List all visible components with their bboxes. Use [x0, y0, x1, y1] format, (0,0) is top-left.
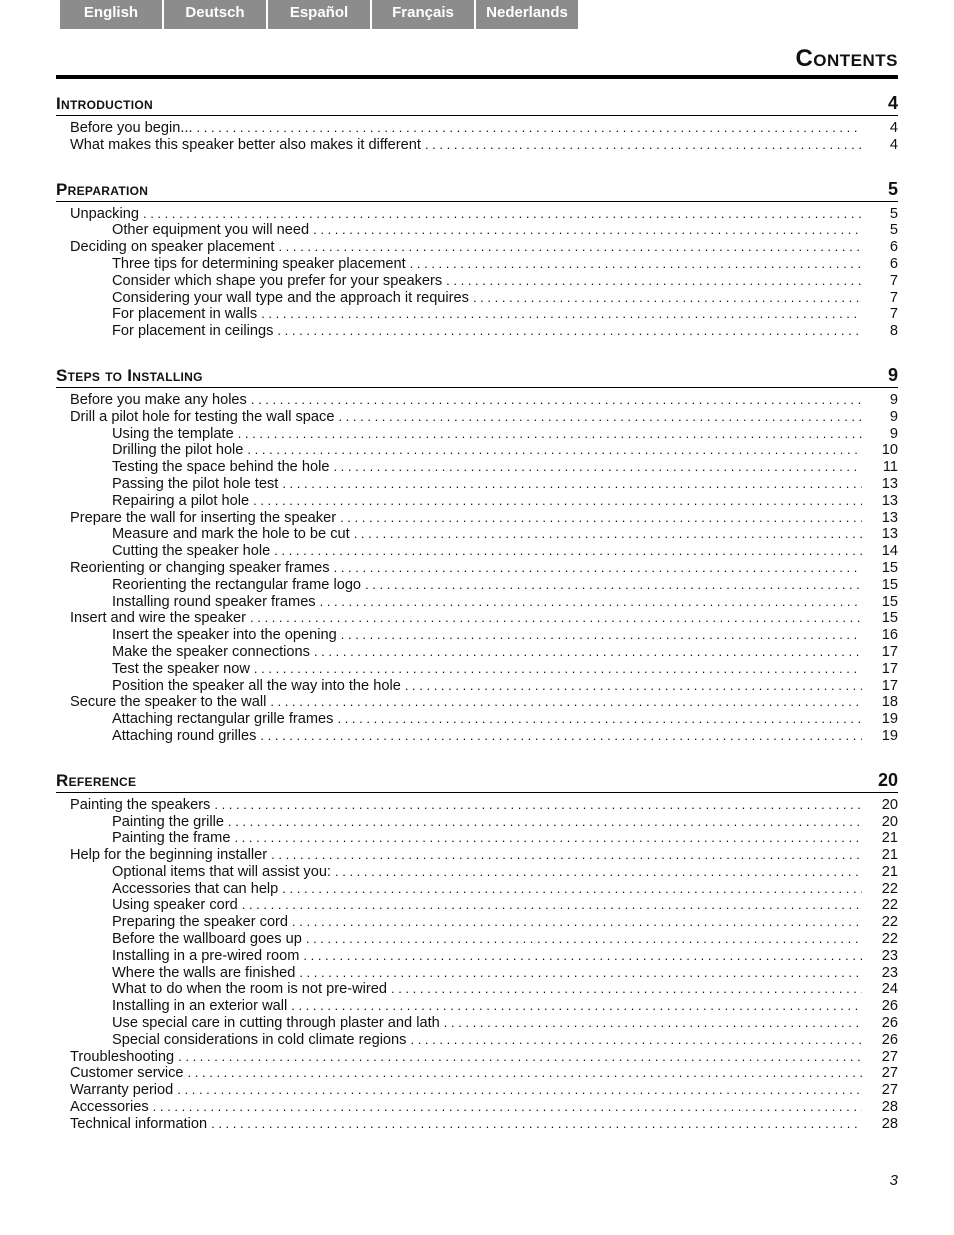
- toc-entry[interactable]: [56, 661, 898, 678]
- dot-leader: [446, 273, 862, 290]
- toc-entry[interactable]: [56, 510, 898, 527]
- toc-entry[interactable]: [56, 998, 898, 1015]
- entry-list: [56, 202, 898, 340]
- toc-entry[interactable]: [56, 830, 898, 847]
- entry-title: Make the speaker connections: [112, 643, 310, 660]
- entry-page-number: 27: [881, 1082, 898, 1099]
- toc-entry[interactable]: [56, 694, 898, 711]
- page-title: Contents: [795, 45, 898, 72]
- tab-deutsch[interactable]: Deutsch: [164, 0, 266, 29]
- entry-title: Accessories: [70, 1099, 149, 1116]
- toc-entry[interactable]: [56, 392, 898, 409]
- entry-title: Before you make any holes: [70, 391, 247, 408]
- dot-leader: [254, 661, 862, 678]
- dot-leader: [143, 206, 862, 223]
- entry-title: Other equipment you will need: [112, 222, 310, 239]
- entry-title: Repairing a pilot hole: [112, 492, 250, 509]
- entry-page-number: 22: [881, 914, 898, 931]
- dot-leader: [365, 577, 862, 594]
- entry-title: Technical information: [70, 1115, 208, 1132]
- entry-page-number: 5: [889, 205, 898, 222]
- toc-entry[interactable]: [56, 931, 898, 948]
- entry-title: Customer service: [70, 1065, 184, 1082]
- entry-page-number: 4: [889, 136, 898, 153]
- section-page-number[interactable]: 20: [877, 769, 898, 790]
- section-heading: [56, 769, 898, 793]
- toc-section: [56, 178, 898, 340]
- toc-entry[interactable]: [56, 914, 898, 931]
- section-title[interactable]: Introduction: [56, 94, 153, 113]
- toc-entry[interactable]: [56, 1099, 898, 1116]
- toc-entry[interactable]: [56, 814, 898, 831]
- toc-entry[interactable]: [56, 610, 898, 627]
- entry-page-number: 23: [881, 964, 898, 981]
- dot-leader: [270, 694, 862, 711]
- toc-entry[interactable]: [56, 864, 898, 881]
- entry-title: Using speaker cord: [112, 897, 238, 914]
- entry-page-number: 13: [881, 492, 898, 509]
- entry-title: What makes this speaker better also makes it different: [70, 136, 421, 153]
- section-page-number[interactable]: 5: [887, 178, 898, 199]
- entry-title: Installing round speaker frames: [112, 593, 316, 610]
- dot-leader: [334, 560, 862, 577]
- entry-title: Before you begin...: [70, 120, 193, 136]
- dot-leader: [247, 442, 862, 459]
- section-title[interactable]: Reference: [56, 770, 137, 790]
- dot-leader: [306, 931, 862, 948]
- dot-leader: [211, 1116, 862, 1133]
- entry-title: For placement in walls: [112, 306, 258, 323]
- entry-title: Passing the pilot hole test: [112, 475, 279, 492]
- toc-section: [56, 769, 898, 1133]
- dot-leader: [282, 881, 862, 898]
- entry-page-number: 15: [881, 593, 898, 610]
- language-tabs: [60, 0, 580, 29]
- entry-page-number: 22: [881, 897, 898, 914]
- entry-title: Attaching round grilles: [112, 727, 257, 744]
- entry-page-number: 4: [889, 120, 898, 136]
- toc-entry[interactable]: [56, 627, 898, 644]
- entry-title: Troubleshooting: [70, 1048, 175, 1065]
- dot-leader: [320, 594, 862, 611]
- dot-leader: [277, 323, 862, 340]
- dot-leader: [228, 814, 862, 831]
- entry-title: Measure and mark the hole to be cut: [112, 526, 350, 543]
- entry-page-number: 26: [881, 998, 898, 1015]
- entry-page-number: 13: [881, 509, 898, 526]
- tab-nederlands[interactable]: Nederlands: [476, 0, 578, 29]
- toc-entry[interactable]: [56, 1065, 898, 1082]
- dot-leader: [410, 1032, 862, 1049]
- dot-leader: [338, 409, 862, 426]
- toc-entry[interactable]: [56, 290, 898, 307]
- dot-leader: [341, 627, 862, 644]
- toc-section: [56, 364, 898, 745]
- entry-page-number: 6: [889, 255, 898, 272]
- dot-leader: [354, 526, 862, 543]
- entry-title: Drilling the pilot hole: [112, 442, 244, 459]
- entry-list: [56, 388, 898, 745]
- entry-title: Painting the speakers: [70, 796, 211, 813]
- entry-title: Painting the frame: [112, 830, 231, 847]
- entry-page-number: 26: [881, 1031, 898, 1048]
- entry-title: Secure the speaker to the wall: [70, 694, 267, 711]
- entry-title: Before the wallboard goes up: [112, 931, 302, 948]
- dot-leader: [178, 1049, 862, 1066]
- toc-section: [56, 92, 898, 154]
- entry-page-number: 17: [881, 643, 898, 660]
- toc-entry[interactable]: [56, 476, 898, 493]
- entry-title: What to do when the room is not pre-wired: [112, 981, 387, 998]
- entry-page-number: 27: [881, 1065, 898, 1082]
- entry-list: [56, 116, 898, 154]
- entry-page-number: 22: [881, 931, 898, 948]
- dot-leader: [214, 797, 862, 814]
- tab-espanol[interactable]: Español: [268, 0, 370, 29]
- dot-leader: [278, 239, 862, 256]
- dot-leader: [260, 728, 862, 745]
- entry-page-number: 26: [881, 1015, 898, 1032]
- entry-title: Deciding on speaker placement: [70, 239, 275, 256]
- entry-list: [56, 793, 898, 1133]
- toc-entry[interactable]: [56, 881, 898, 898]
- toc-entry[interactable]: [56, 847, 898, 864]
- entry-title: Considering your wall type and the approach it requires: [112, 289, 469, 306]
- toc-entry[interactable]: [56, 1082, 898, 1099]
- entry-page-number: 28: [881, 1099, 898, 1116]
- entry-page-number: 15: [881, 559, 898, 576]
- entry-page-number: 15: [881, 610, 898, 627]
- dot-leader: [234, 830, 862, 847]
- dot-leader: [271, 847, 862, 864]
- entry-title: Reorienting or changing speaker frames: [70, 559, 330, 576]
- section-title[interactable]: Steps to Installing: [56, 365, 203, 385]
- toc-entry[interactable]: [56, 493, 898, 510]
- dot-leader: [340, 510, 862, 527]
- toc-entry[interactable]: [56, 273, 898, 290]
- toc-entry[interactable]: [56, 1049, 898, 1066]
- entry-page-number: 8: [889, 323, 898, 340]
- entry-page-number: 7: [889, 272, 898, 289]
- entry-title: Attaching rectangular grille frames: [112, 711, 334, 728]
- section-heading: [56, 178, 898, 202]
- entry-title: Accessories that can help: [112, 880, 279, 897]
- dot-leader: [299, 965, 862, 982]
- table-of-contents: [56, 92, 898, 1157]
- entry-title: Drill a pilot hole for testing the wall space: [70, 408, 335, 425]
- toc-entry[interactable]: [56, 239, 898, 256]
- toc-entry[interactable]: [56, 728, 898, 745]
- entry-title: Testing the space behind the hole: [112, 459, 330, 476]
- entry-page-number: 5: [889, 222, 898, 239]
- dot-leader: [250, 610, 862, 627]
- toc-entry[interactable]: [56, 526, 898, 543]
- entry-page-number: 13: [881, 526, 898, 543]
- entry-title: Painting the grille: [112, 813, 224, 830]
- entry-page-number: 21: [881, 863, 898, 880]
- entry-title: Optional items that will assist you:: [112, 863, 331, 880]
- entry-title: For placement in ceilings: [112, 323, 274, 340]
- entry-page-number: 23: [881, 947, 898, 964]
- section-title[interactable]: Preparation: [56, 179, 149, 199]
- toc-entry[interactable]: [56, 897, 898, 914]
- toc-entry[interactable]: [56, 459, 898, 476]
- section-page-number[interactable]: 9: [887, 364, 898, 385]
- toc-entry[interactable]: [56, 137, 898, 154]
- entry-title: Unpacking: [70, 205, 139, 222]
- entry-page-number: 21: [881, 830, 898, 847]
- entry-page-number: 13: [881, 475, 898, 492]
- toc-entry[interactable]: [56, 594, 898, 611]
- entry-title: Installing in an exterior wall: [112, 998, 288, 1015]
- entry-page-number: 21: [881, 847, 898, 864]
- dot-leader: [291, 998, 862, 1015]
- section-heading: [56, 364, 898, 388]
- entry-page-number: 17: [881, 660, 898, 677]
- dot-leader: [333, 459, 862, 476]
- dot-leader: [242, 897, 862, 914]
- dot-leader: [292, 914, 862, 931]
- entry-page-number: 15: [881, 576, 898, 593]
- entry-page-number: 24: [881, 981, 898, 998]
- title-rule: [56, 75, 898, 79]
- dot-leader: [177, 1082, 862, 1099]
- toc-entry[interactable]: [56, 1116, 898, 1133]
- dot-leader: [274, 543, 862, 560]
- entry-title: Use special care in cutting through plaster and lath: [112, 1015, 440, 1032]
- entry-page-number: 19: [881, 727, 898, 744]
- entry-page-number: 16: [881, 627, 898, 644]
- dot-leader: [314, 644, 862, 661]
- entry-title: Warranty period: [70, 1082, 174, 1099]
- entry-title: Position the speaker all the way into the hole: [112, 677, 401, 694]
- entry-page-number: 9: [889, 425, 898, 442]
- entry-title: Special considerations in cold climate regions: [112, 1031, 407, 1048]
- toc-entry[interactable]: [56, 577, 898, 594]
- entry-page-number: 20: [881, 796, 898, 813]
- entry-title: Installing in a pre-wired room: [112, 947, 300, 964]
- toc-entry[interactable]: [56, 222, 898, 239]
- entry-title: Where the walls are finished: [112, 964, 296, 981]
- dot-leader: [282, 476, 862, 493]
- entry-title: Test the speaker now: [112, 660, 250, 677]
- toc-entry[interactable]: [56, 560, 898, 577]
- entry-page-number: 11: [882, 459, 898, 476]
- entry-title: Cutting the speaker hole: [112, 543, 271, 560]
- dot-leader: [410, 256, 862, 273]
- toc-entry[interactable]: [56, 206, 898, 223]
- entry-page-number: 27: [881, 1048, 898, 1065]
- dot-leader: [337, 711, 862, 728]
- toc-entry[interactable]: [56, 543, 898, 560]
- toc-entry[interactable]: [56, 323, 898, 340]
- toc-entry[interactable]: [56, 948, 898, 965]
- dot-leader: [253, 493, 862, 510]
- toc-entry[interactable]: [56, 797, 898, 814]
- toc-entry[interactable]: [56, 678, 898, 695]
- entry-title: Prepare the wall for inserting the speaker: [70, 509, 337, 526]
- entry-page-number: 9: [889, 391, 898, 408]
- section-heading: [56, 92, 898, 116]
- entry-title: Using the template: [112, 425, 234, 442]
- entry-title: Help for the beginning installer: [70, 847, 268, 864]
- toc-entry[interactable]: [56, 965, 898, 982]
- toc-entry[interactable]: [56, 256, 898, 273]
- entry-page-number: 22: [881, 880, 898, 897]
- toc-entry[interactable]: [56, 1032, 898, 1049]
- toc-entry[interactable]: [56, 426, 898, 443]
- entry-page-number: 9: [889, 408, 898, 425]
- entry-title: Consider which shape you prefer for your speakers: [112, 272, 443, 289]
- dot-leader: [405, 678, 862, 695]
- entry-page-number: 7: [889, 306, 898, 323]
- dot-leader: [153, 1099, 862, 1116]
- dot-leader: [197, 120, 862, 137]
- toc-entry[interactable]: [56, 981, 898, 998]
- dot-leader: [313, 222, 862, 239]
- entry-title: Insert the speaker into the opening: [112, 627, 337, 644]
- toc-entry[interactable]: [56, 120, 898, 137]
- dot-leader: [391, 981, 862, 998]
- dot-leader: [251, 392, 862, 409]
- dot-leader: [261, 306, 862, 323]
- dot-leader: [444, 1015, 862, 1032]
- entry-page-number: 18: [881, 694, 898, 711]
- entry-page-number: 20: [881, 813, 898, 830]
- entry-page-number: 7: [889, 289, 898, 306]
- entry-page-number: 19: [881, 711, 898, 728]
- entry-page-number: 17: [881, 677, 898, 694]
- entry-page-number: 6: [889, 239, 898, 256]
- toc-entry[interactable]: [56, 1015, 898, 1032]
- dot-leader: [335, 864, 862, 881]
- dot-leader: [238, 426, 862, 443]
- section-page-number[interactable]: 4: [887, 93, 898, 113]
- entry-page-number: 10: [881, 442, 898, 459]
- tab-english[interactable]: English: [60, 0, 162, 29]
- dot-leader: [188, 1065, 862, 1082]
- dot-leader: [425, 137, 862, 154]
- dot-leader: [303, 948, 862, 965]
- entry-title: Reorienting the rectangular frame logo: [112, 576, 362, 593]
- toc-entry[interactable]: [56, 442, 898, 459]
- page-number: 3: [889, 1172, 898, 1189]
- tab-francais[interactable]: Français: [372, 0, 474, 29]
- entry-page-number: 14: [881, 543, 898, 560]
- toc-entry[interactable]: [56, 409, 898, 426]
- entry-title: Three tips for determining speaker placement: [112, 255, 406, 272]
- dot-leader: [473, 290, 862, 307]
- toc-entry[interactable]: [56, 644, 898, 661]
- toc-entry[interactable]: [56, 306, 898, 323]
- entry-title: Preparing the speaker cord: [112, 914, 289, 931]
- toc-entry[interactable]: [56, 711, 898, 728]
- entry-page-number: 28: [881, 1115, 898, 1132]
- entry-title: Insert and wire the speaker: [70, 610, 247, 627]
